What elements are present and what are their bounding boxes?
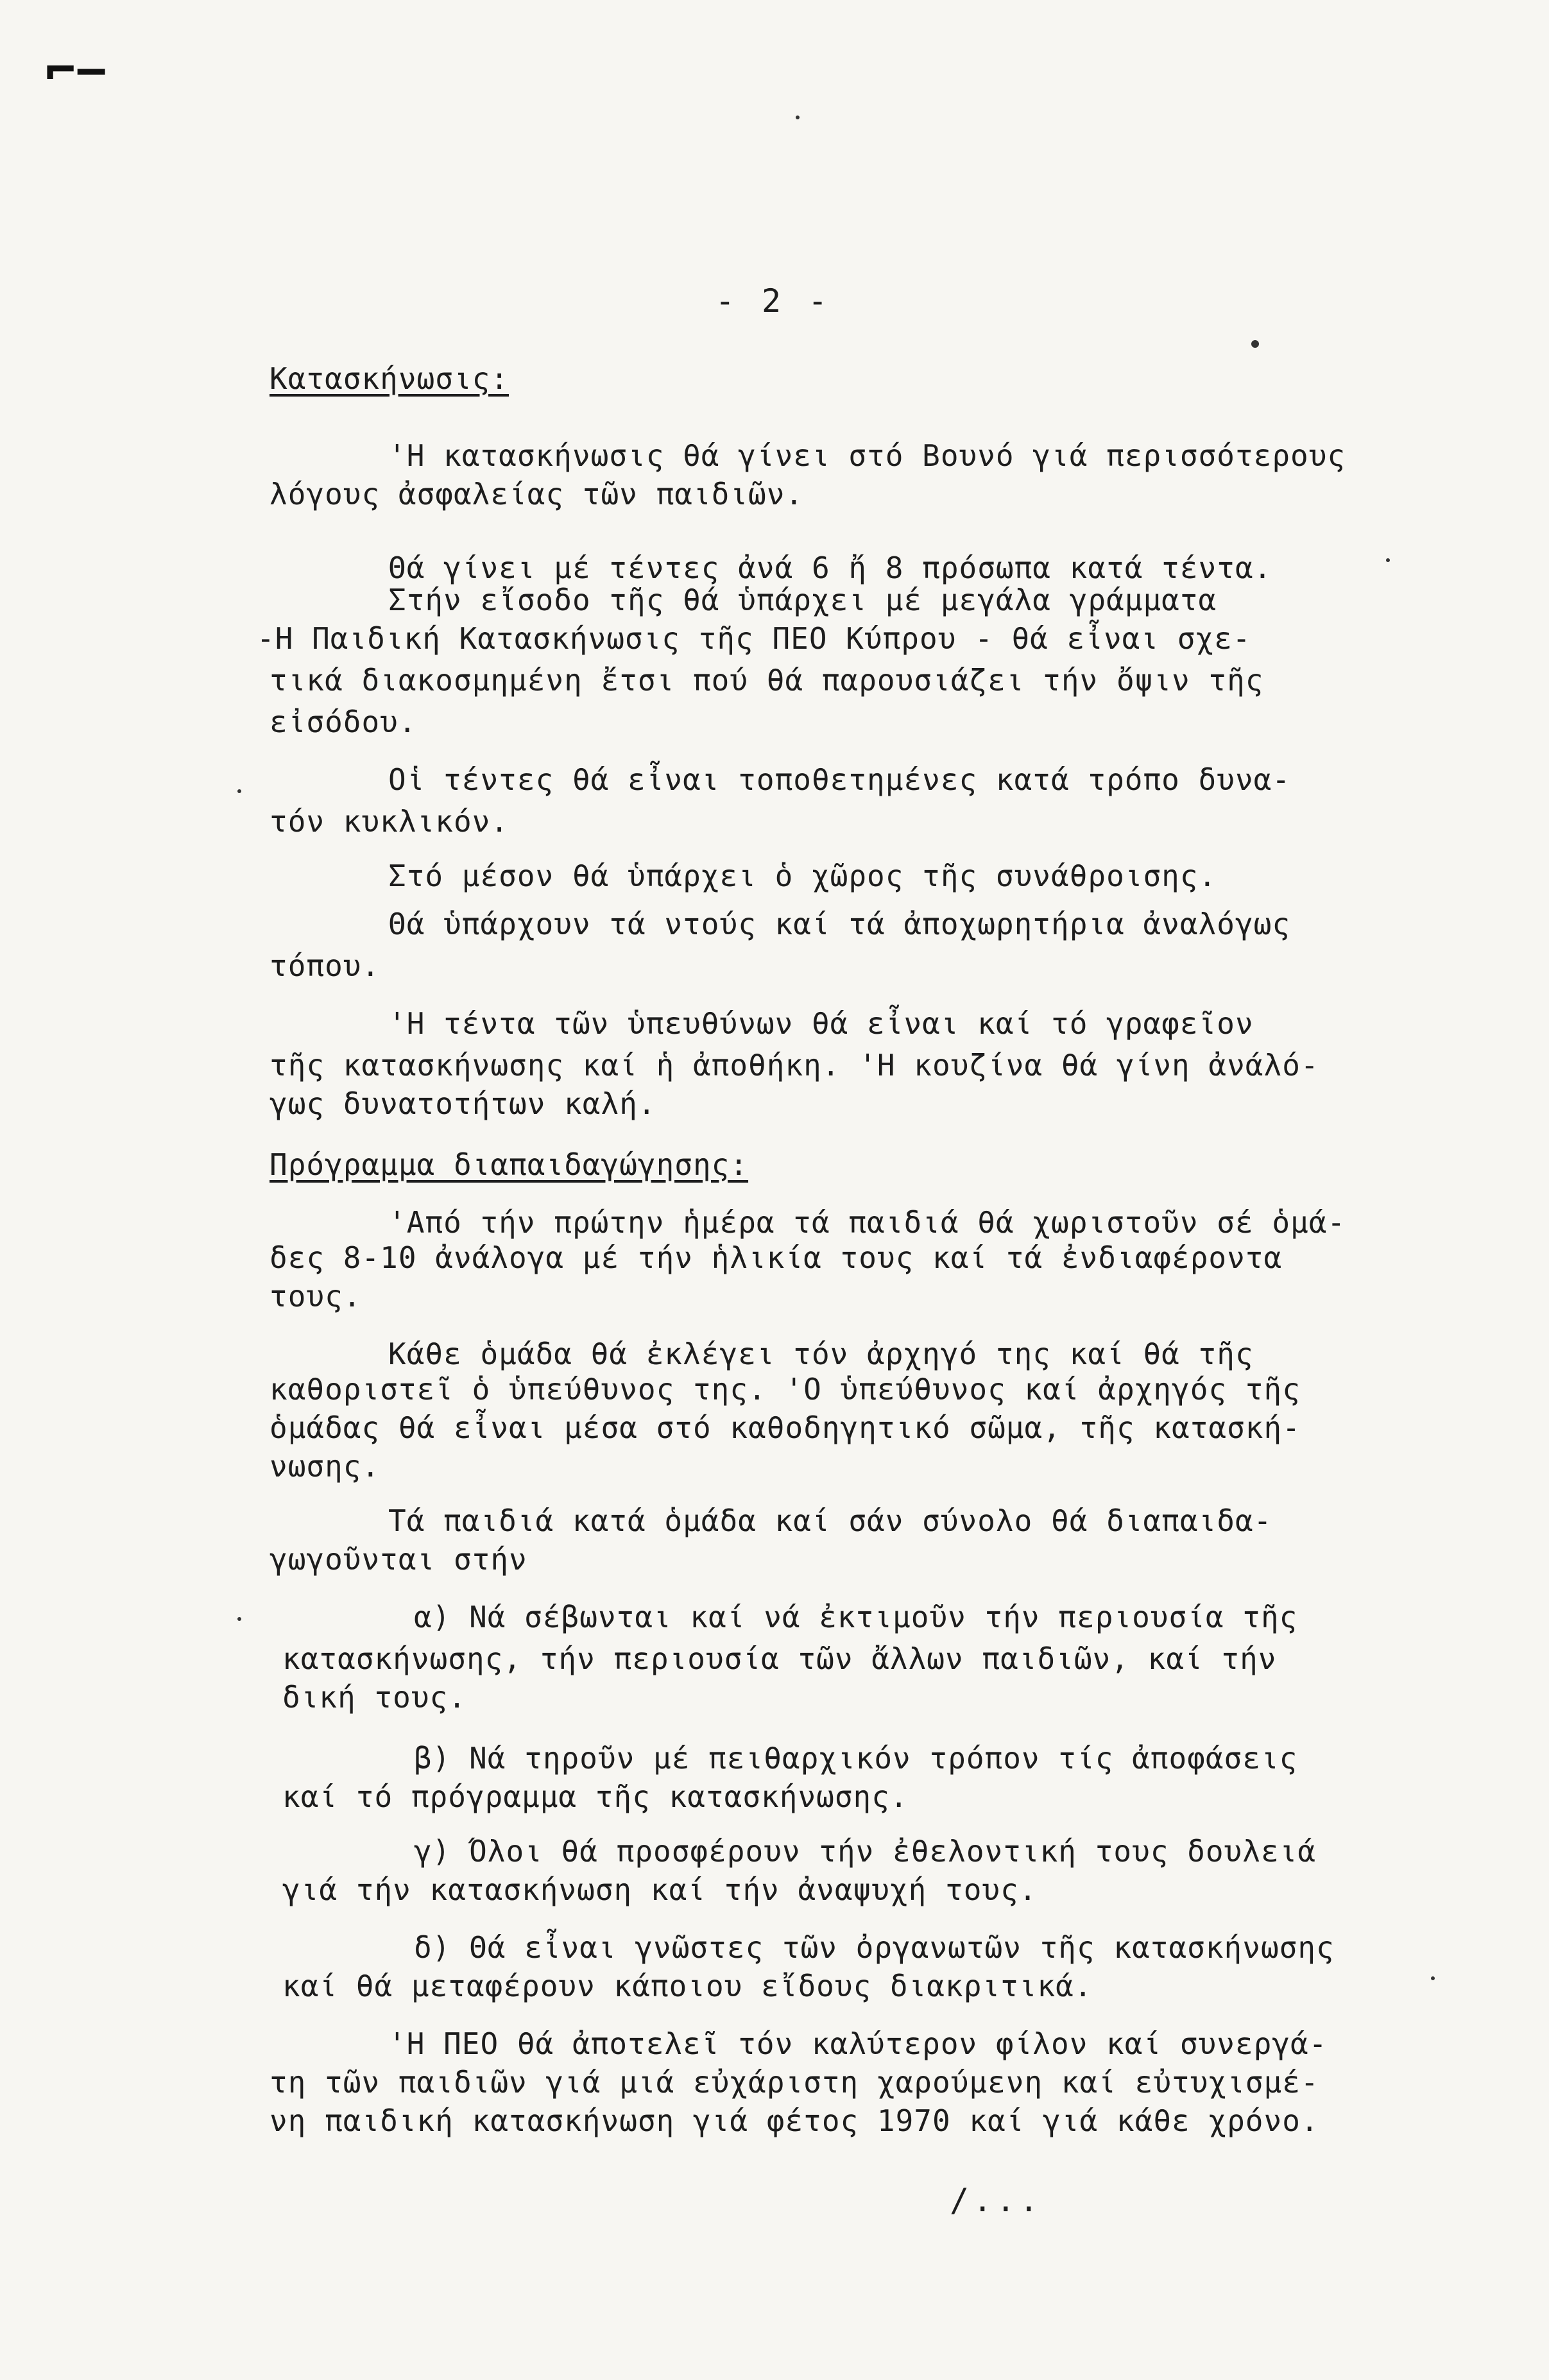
paragraph-line: Στό μέσον θά ὑπάρχει ὁ χῶρος τῆς συνάθροισης.: [388, 859, 1217, 893]
scan-speck: [796, 116, 800, 119]
paragraph-line: καθοριστεῖ ὁ ὑπεύθυνος της. 'Ο ὑπεύθυνος καί ἀρχηγός τῆς: [270, 1372, 1301, 1407]
paragraph-line: τόπου.: [270, 948, 381, 983]
page-number: - 2 -: [715, 282, 832, 320]
paragraph-line: τόν κυκλικόν.: [270, 804, 509, 839]
paragraph-line: λόγους ἀσφαλείας τῶν παιδιῶν.: [270, 477, 804, 511]
paragraph-line: Τά παιδιά κατά ὁμάδα καί σάν σύνολο θά διαπαιδα-: [388, 1503, 1272, 1538]
paragraph-line: 'Η ΠΕΟ θά ἀποτελεῖ τόν καλύτερον φίλον καί συνεργά-: [388, 2026, 1328, 2061]
paragraph-line: γωγοῦνται στήν: [270, 1542, 527, 1577]
scan-speck: [237, 789, 241, 793]
paragraph-line: δ) Θά εἶναι γνῶστες τῶν ὀργανωτῶν τῆς κατασκήνωσης: [414, 1930, 1335, 1965]
paragraph-line: Οἱ τέντες θά εἶναι τοποθετημένες κατά τρόπο δυνα-: [388, 762, 1291, 797]
paragraph-line: τικά διακοσμημένη ἔτσι πού θά παρουσιάζει τήν ὄψιν τῆς: [270, 663, 1264, 698]
scan-speck: [237, 1617, 241, 1621]
scan-speck: [1251, 340, 1259, 348]
continuation-mark: /...: [950, 2182, 1043, 2219]
paragraph-line: τη τῶν παιδιῶν γιά μιά εὐχάριστη χαρούμενη καί εὐτυχισμέ-: [270, 2065, 1319, 2100]
paragraph-line: δες 8-10 ἀνάλογα μέ τήν ἡλικία τους καί τά ἐνδιαφέροντα: [270, 1240, 1283, 1275]
corner-ink-mark: ⌐−: [45, 40, 107, 100]
paragraph-line: καί τό πρόγραμμα τῆς κατασκήνωσης.: [282, 1779, 909, 1814]
paragraph-line: 'Από τήν πρώτην ἡμέρα τά παιδιά θά χωριστοῦν σέ ὁμά-: [388, 1205, 1346, 1240]
scan-speck: [1386, 558, 1390, 562]
paragraph-line: Θά ὑπάρχουν τά ντούς καί τά ἀποχωρητήρια ἀναλόγως: [388, 907, 1291, 941]
paragraph-line: Θά γίνει μέ τέντες ἀνά 6 ἤ 8 πρόσωπα κατά τέντα.: [388, 551, 1272, 585]
paragraph-line: ὁμάδας θά εἶναι μέσα στό καθοδηγητικό σῶμα, τῆς κατασκή-: [270, 1410, 1301, 1445]
section-heading-program: Πρόγραμμα διαπαιδαγώγησης:: [270, 1147, 749, 1182]
section-heading-camp: Κατασκήνωσις:: [270, 361, 509, 396]
paragraph-line: α) Νά σέβωνται καί νά ἐκτιμοῦν τήν περιουσία τῆς: [414, 1600, 1298, 1634]
paragraph-line: 'Η τέντα τῶν ὑπευθύνων θά εἶναι καί τό γραφεῖον: [388, 1006, 1254, 1041]
paragraph-line: γ) Όλοι θά προσφέρουν τήν ἐθελοντική τους δουλειά: [414, 1834, 1317, 1869]
paragraph-line: δική τους.: [282, 1680, 466, 1715]
paragraph-line: Κάθε ὁμάδα θά ἐκλέγει τόν ἀρχηγό της καί θά τῆς: [388, 1337, 1254, 1371]
paragraph-line: γως δυνατοτήτων καλή.: [270, 1086, 656, 1121]
paragraph-line: καί θά μεταφέρουν κάποιου εἴδους διακριτικά.: [282, 1969, 1093, 2003]
paragraph-line: β) Νά τηροῦν μέ πειθαρχικόν τρόπον τίς ἀποφάσεις: [414, 1741, 1298, 1776]
paragraph-line: 'Η κατασκήνωσις θά γίνει στό Βουνό γιά περισσότερους: [388, 438, 1346, 473]
paragraph-line: νωσης.: [270, 1449, 381, 1484]
paragraph-line: τῆς κατασκήνωσης καί ἡ ἀποθήκη. 'Η κουζίνα θά γίνη ἀνάλό-: [270, 1048, 1319, 1083]
paragraph-line: εἰσόδου.: [270, 705, 417, 739]
paragraph-line: γιά τήν κατασκήνωση καί τήν ἀναψυχή τους.: [282, 1872, 1038, 1907]
paragraph-line: κατασκήνωσης, τήν περιουσία τῶν ἄλλων παιδιῶν, καί τήν: [282, 1641, 1277, 1676]
paragraph-line: Στήν εἴσοδο τῆς θά ὑπάρχει μέ μεγάλα γράμματα: [388, 583, 1217, 617]
scan-speck: [1431, 1976, 1435, 1980]
paragraph-line: τους.: [270, 1279, 362, 1314]
paragraph-line: νη παιδική κατασκήνωση γιά φέτος 1970 καί γιά κάθε χρόνο.: [270, 2103, 1319, 2138]
paragraph-line: -Η Παιδική Κατασκήνωσις τῆς ΠΕΟ Κύπρου - θά εἶναι σχε-: [257, 621, 1251, 656]
